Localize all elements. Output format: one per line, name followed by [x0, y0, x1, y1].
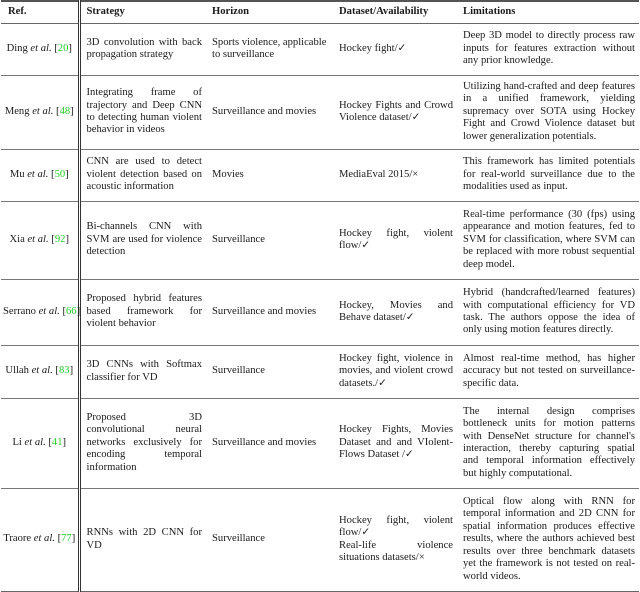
dataset-cell — [333, 76, 457, 150]
survey-table — [1, 0, 639, 592]
ref-cell: Meng et al. [48] — [1, 76, 79, 150]
citation-link[interactable]: 50 — [54, 168, 66, 180]
citation-link[interactable]: 77 — [61, 533, 72, 545]
dataset-entry: Hockey, Movies and Behave dataset/✓ — [339, 299, 453, 323]
header-horizon: Horizon — [212, 5, 250, 17]
dataset-entry: Hockey fight, violence in movies, and violent crowd datasets./✓ — [339, 352, 453, 389]
horizon-cell: Surveillance — [212, 233, 265, 245]
et-al: et al. — [30, 42, 52, 54]
citation-link[interactable]: 48 — [59, 105, 71, 117]
limitations-cell: The internal design comprises bottleneck units for motion patterns with DenseNet structure for channel's interaction, thereby capturing spatial and temporal information effectively but highly computational. — [463, 405, 635, 479]
et-al: et al. — [33, 533, 55, 545]
dataset-entry: Hockey fight/✓ — [339, 42, 407, 54]
table-row — [1, 489, 639, 592]
author-name: Ullah — [5, 365, 29, 377]
citation-link[interactable]: 66 — [65, 305, 77, 317]
table-row — [1, 76, 639, 150]
ref-cell: Mu et al. [50] — [1, 150, 79, 202]
dataset-cell — [333, 202, 457, 280]
author-name: Mu — [9, 168, 25, 180]
limitations-cell: Optical flow along with RNN for temporal information and 2D CNN for spatial information produces effective results, where the authors achieved best results over three benchmark datasets yet the framework is not tested on real-world videos. — [463, 496, 635, 582]
strategy-cell: Proposed 3D convolutional neural networks exclusively for encoding temporal information — [86, 411, 202, 473]
table-row — [1, 346, 639, 399]
horizon-cell: Movies — [212, 168, 244, 180]
ref-cell: Serrano et al. [66] — [1, 280, 79, 346]
citation-link[interactable]: 92 — [54, 233, 66, 245]
horizon-cell: Surveillance and movies — [212, 436, 317, 448]
strategy-cell: 3D CNNs with Softmax classifier for VD — [86, 359, 202, 383]
header-dataset: Dataset/Availability — [339, 5, 429, 17]
table-row — [1, 202, 639, 280]
dataset-entry: Real-life violence situations datasets/× — [339, 539, 453, 563]
strategy-cell: RNNs with 2D CNN for VD — [86, 527, 202, 551]
author-name: Li — [12, 436, 22, 448]
header-ref: Ref. — [1, 1, 79, 24]
table-header-row — [1, 1, 639, 24]
dataset-entry: Hockey Fights, Movies Dataset and and VIolent-Flows Dataset /✓ — [339, 424, 453, 461]
strategy-cell: Bi-channels CNN with SVM are used for violence detection — [86, 221, 202, 258]
header-strategy: Strategy — [86, 5, 125, 17]
table-row — [1, 24, 639, 76]
table-row — [1, 399, 639, 489]
et-al: et al. — [27, 168, 49, 180]
table-row — [1, 150, 639, 202]
dataset-entry: Hockey fight, violent flow/✓ — [339, 514, 453, 539]
strategy-cell: CNN are used to detect violent detection based on acoustic information — [86, 156, 202, 193]
dataset-cell — [333, 150, 457, 202]
limitations-cell: Real-time performance (30 (fps) using appearance and motion features, fed to SVM for classification, where SVM can be replaced with more robust sequential deep model. — [463, 208, 635, 270]
strategy-cell: Integrating frame of trajectory and Deep CNN to detecting human violent behavior in videos — [86, 87, 202, 136]
author-name: Traore — [3, 533, 32, 545]
et-al: et al. — [38, 305, 60, 317]
et-al: et al. — [24, 436, 46, 448]
dataset-cell — [333, 280, 457, 346]
horizon-cell: Surveillance — [212, 533, 265, 545]
header-limitations: Limitations — [463, 5, 516, 17]
horizon-cell: Surveillance and movies — [212, 105, 317, 117]
ref-cell: Ding et al. [20] — [1, 24, 79, 76]
author-name: Ding — [6, 42, 28, 54]
author-name: Meng — [4, 105, 30, 117]
dataset-cell — [333, 24, 457, 76]
ref-cell: Li et al. [41] — [1, 399, 79, 489]
author-name: Serrano — [3, 305, 36, 317]
dataset-entry: Hockey fight, violent flow/✓ — [339, 227, 453, 251]
horizon-cell: Surveillance and movies — [212, 305, 317, 317]
et-al: et al. — [31, 365, 53, 377]
dataset-cell — [333, 399, 457, 489]
horizon-cell: Sports violence, applicable to surveillance — [212, 36, 327, 60]
dataset-entry: Hockey Fights and Crowd Violence dataset/✓ — [339, 99, 453, 123]
limitations-cell: Almost real-time method, has higher accuracy but not tested on surveillance-specific data. — [463, 352, 635, 389]
dataset-cell — [333, 346, 457, 399]
citation-link[interactable]: 41 — [51, 436, 63, 448]
ref-cell: Traore et al. [77] — [1, 489, 79, 592]
horizon-cell: Surveillance — [212, 365, 265, 377]
citation-link[interactable]: 20 — [57, 42, 69, 54]
ref-cell: Xia et al. [92] — [1, 202, 79, 280]
dataset-cell — [333, 489, 457, 592]
et-al: et al. — [27, 233, 49, 245]
limitations-cell: Utilizing hand-crafted and deep features in a unified framework, yielding supremacy over SOTA using Hockey Fight and Crowd Violence dataset but lower generalization potentials. — [463, 80, 635, 142]
table-row — [1, 280, 639, 346]
limitations-cell: This framework has limited potentials for real-world surveillance due to the modalities used as input. — [463, 156, 635, 193]
author-name: Xia — [9, 233, 25, 245]
dataset-entry: MediaEval 2015/× — [339, 168, 419, 180]
et-al: et al. — [32, 105, 54, 117]
limitations-cell: Deep 3D model to directly process raw inputs for features extraction without any prior knowledge. — [463, 30, 635, 67]
strategy-cell: 3D convolution with back propagation strategy — [86, 36, 202, 60]
strategy-cell: Proposed hybrid features based framework for violent behavior — [86, 293, 202, 330]
citation-link[interactable]: 83 — [58, 365, 70, 377]
ref-cell: Ullah et al. [83] — [1, 346, 79, 399]
limitations-cell: Hybrid (handcrafted/learned features) with computational efficiency for VD task. The authors oppose the idea of only using motion features directly. — [463, 287, 635, 336]
